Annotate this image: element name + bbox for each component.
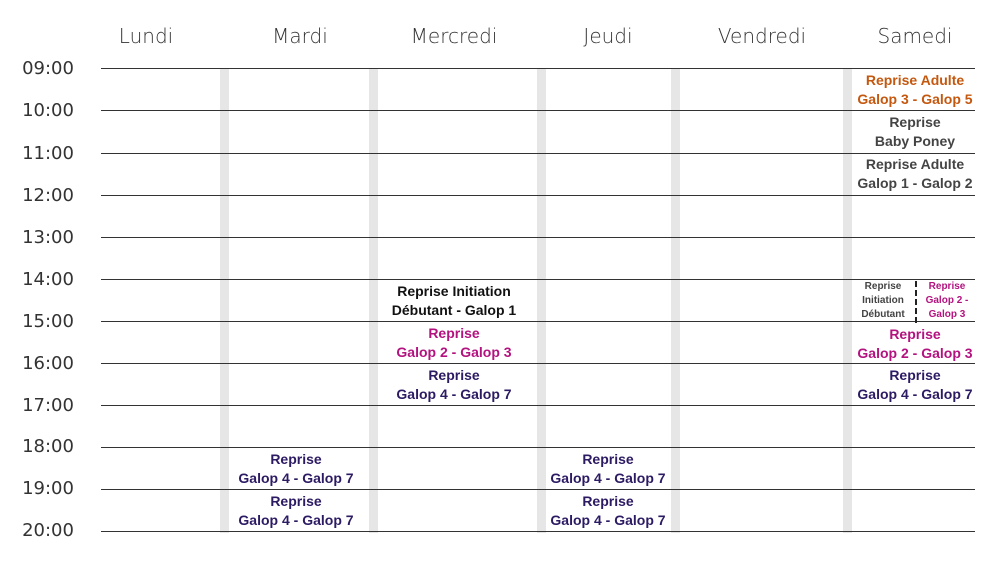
event-title: Reprise: [270, 451, 322, 467]
event-samedi-1600[interactable]: [830, 366, 1000, 404]
event-mardi-1800[interactable]: [211, 450, 381, 488]
event-samedi-1400-galop[interactable]: [918, 280, 976, 322]
hour-line: [101, 489, 975, 490]
event-title: Reprise: [889, 114, 941, 130]
hour-line: [101, 363, 975, 364]
event-samedi-1000[interactable]: [830, 113, 1000, 151]
event-level: Galop 3 - Galop 5: [857, 91, 973, 107]
event-level: Galop 4 - Galop 7: [238, 512, 354, 528]
event-title: Reprise Adulte: [865, 72, 965, 88]
event-level: Initiation: [862, 295, 904, 306]
event-jeudi-1900[interactable]: [523, 492, 693, 530]
hour-line: [101, 321, 975, 322]
time-label: 15:00: [22, 311, 74, 332]
event-level: Galop 4 - Galop 7: [550, 512, 666, 528]
event-samedi-1100[interactable]: [830, 155, 1000, 193]
event-title: Reprise: [428, 325, 480, 341]
event-title: Reprise: [428, 367, 480, 383]
event-jeudi-1800[interactable]: [523, 450, 693, 488]
hour-line: [101, 531, 975, 532]
event-mercredi-1500[interactable]: [369, 324, 539, 362]
event-mardi-1900[interactable]: [211, 492, 381, 530]
time-label: 12:00: [22, 185, 74, 206]
day-header-vendredi: Vendredi: [717, 24, 807, 48]
event-level: Baby Poney: [874, 133, 956, 149]
day-header-samedi: Samedi: [877, 24, 953, 48]
event-title: Reprise: [889, 367, 941, 383]
time-label: 10:00: [22, 100, 74, 121]
hour-line: [101, 68, 975, 69]
hour-line: [101, 110, 975, 111]
event-samedi-1500[interactable]: [830, 325, 1000, 363]
event-level: Galop 1 - Galop 2: [857, 175, 973, 191]
hour-line: [101, 447, 975, 448]
event-level: Débutant: [861, 309, 905, 320]
event-mercredi-1600[interactable]: [369, 366, 539, 404]
event-samedi-1400-initiation[interactable]: [850, 280, 916, 322]
hour-line: [101, 279, 975, 280]
time-label: 17:00: [22, 395, 74, 416]
time-label: 18:00: [22, 436, 74, 457]
event-level: Galop 3: [928, 309, 966, 320]
event-level: Galop 4 - Galop 7: [857, 386, 973, 402]
time-label: 19:00: [22, 478, 74, 499]
time-label: 11:00: [22, 143, 74, 164]
event-samedi-0900[interactable]: [830, 71, 1000, 109]
hour-line: [101, 195, 975, 196]
event-title: Reprise: [889, 326, 941, 342]
split-divider: [915, 281, 917, 323]
time-label: 16:00: [22, 353, 74, 374]
time-label: 14:00: [22, 269, 74, 290]
day-header-jeudi: Jeudi: [583, 24, 633, 48]
event-level: Galop 4 - Galop 7: [396, 386, 512, 402]
event-level: Galop 4 - Galop 7: [550, 470, 666, 486]
time-label: 13:00: [22, 227, 74, 248]
event-title: Reprise: [928, 281, 966, 292]
hour-line: [101, 237, 975, 238]
event-level: Galop 4 - Galop 7: [238, 470, 354, 486]
event-title: Reprise: [864, 281, 902, 292]
day-header-lundi: Lundi: [118, 24, 174, 48]
event-title: Reprise: [582, 451, 634, 467]
event-title: Reprise Initiation: [397, 283, 511, 299]
event-level: Débutant - Galop 1: [391, 302, 517, 318]
time-label: 20:00: [22, 520, 74, 541]
time-label: 09:00: [22, 58, 74, 79]
hour-line: [101, 405, 975, 406]
event-title: Reprise: [270, 493, 322, 509]
day-header-mardi: Mardi: [272, 24, 328, 48]
event-title: Reprise: [582, 493, 634, 509]
event-level: Galop 2 - Galop 3: [857, 345, 973, 361]
event-level: Galop 2 - Galop 3: [396, 344, 512, 360]
event-title: Reprise Adulte: [865, 156, 965, 172]
day-header-mercredi: Mercredi: [410, 24, 498, 48]
event-mercredi-1400[interactable]: [369, 282, 539, 320]
hour-line: [101, 153, 975, 154]
event-level: Galop 2 -: [925, 295, 969, 306]
